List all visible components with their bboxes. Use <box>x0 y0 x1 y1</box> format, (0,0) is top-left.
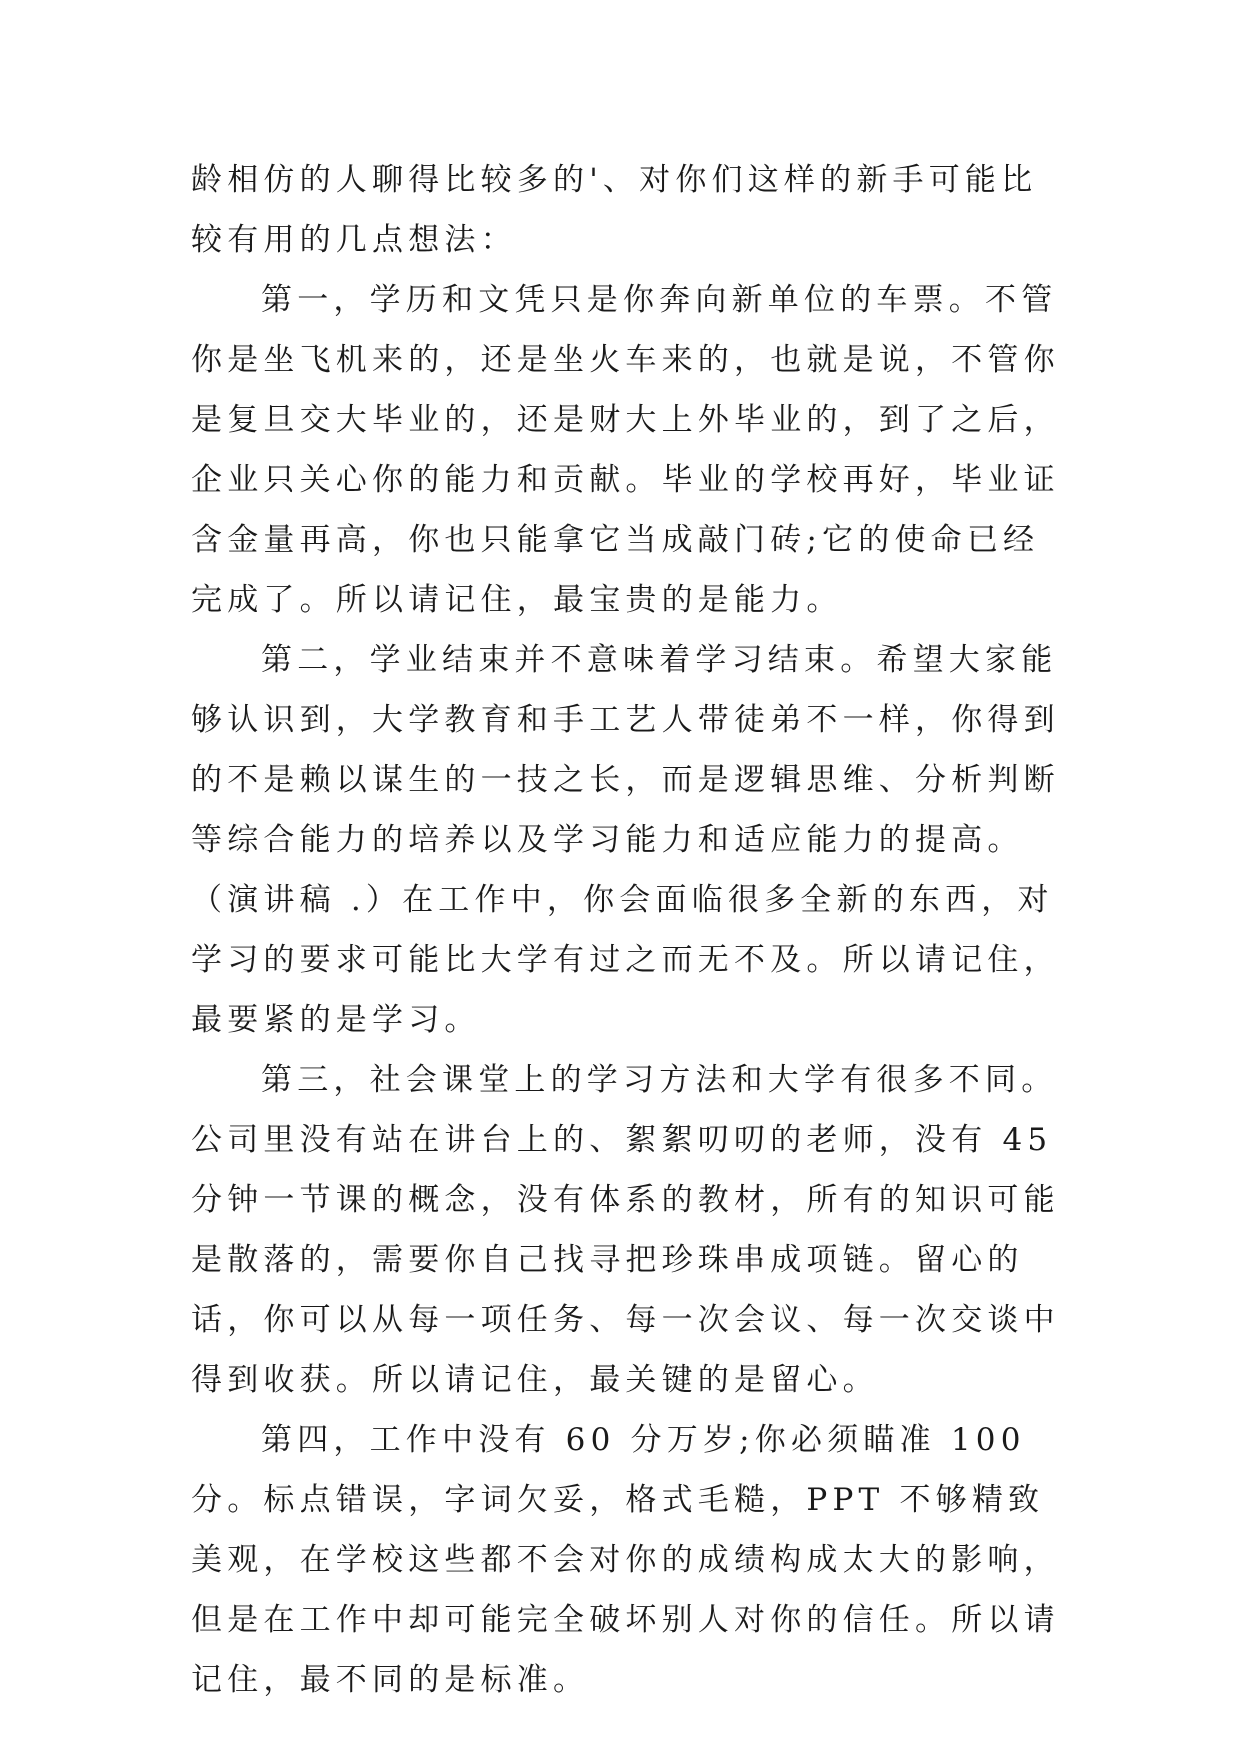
document-body <box>191 150 1071 1710</box>
paragraph-continuation: 龄相仿的人聊得比较多的'、对你们这样的新手可能比较有用的几点想法： <box>191 162 1038 258</box>
paragraph-fourth-point: 第四，工作中没有 60 分万岁;你必须瞄准 100 分。标点错误，字词欠妥，格式毛糙，PPT 不够精致美观，在学校这些都不会对你的成绩构成太大的影响，但是在工作中却可能完全破坏别人对你的信任。所以请记住，最不同的是标准。 <box>191 1422 1060 1698</box>
paragraph-second-point: 第二，学业结束并不意味着学习结束。希望大家能够认识到，大学教育和手工艺人带徒弟不一样，你得到的不是赖以谋生的一技之长，而是逻辑思维、分析判断等综合能力的培养以及学习能力和适应能力的提高。（演讲稿 .）在工作中，你会面临很多全新的东西，对学习的要求可能比大学有过之而无不及。所以请记住，最要紧的是学习。 <box>191 642 1060 1038</box>
paragraph-third-point: 第三，社会课堂上的学习方法和大学有很多不同。公司里没有站在讲台上的、絮絮叨叨的老师，没有 45 分钟一节课的概念，没有体系的教材，所有的知识可能是散落的，需要你自己找寻把珍珠串成项链。留心的话，你可以从每一项任务、每一次会议、每一次交谈中得到收获。所以请记住，最关键的是留心。 <box>191 1062 1060 1398</box>
paragraph-first-point: 第一，学历和文凭只是你奔向新单位的车票。不管你是坐飞机来的，还是坐火车来的，也就是说，不管你是复旦交大毕业的，还是财大上外毕业的，到了之后，企业只关心你的能力和贡献。毕业的学校再好，毕业证含金量再高，你也只能拿它当成敲门砖;它的使命已经完成了。所以请记住，最宝贵的是能力。 <box>191 282 1060 618</box>
